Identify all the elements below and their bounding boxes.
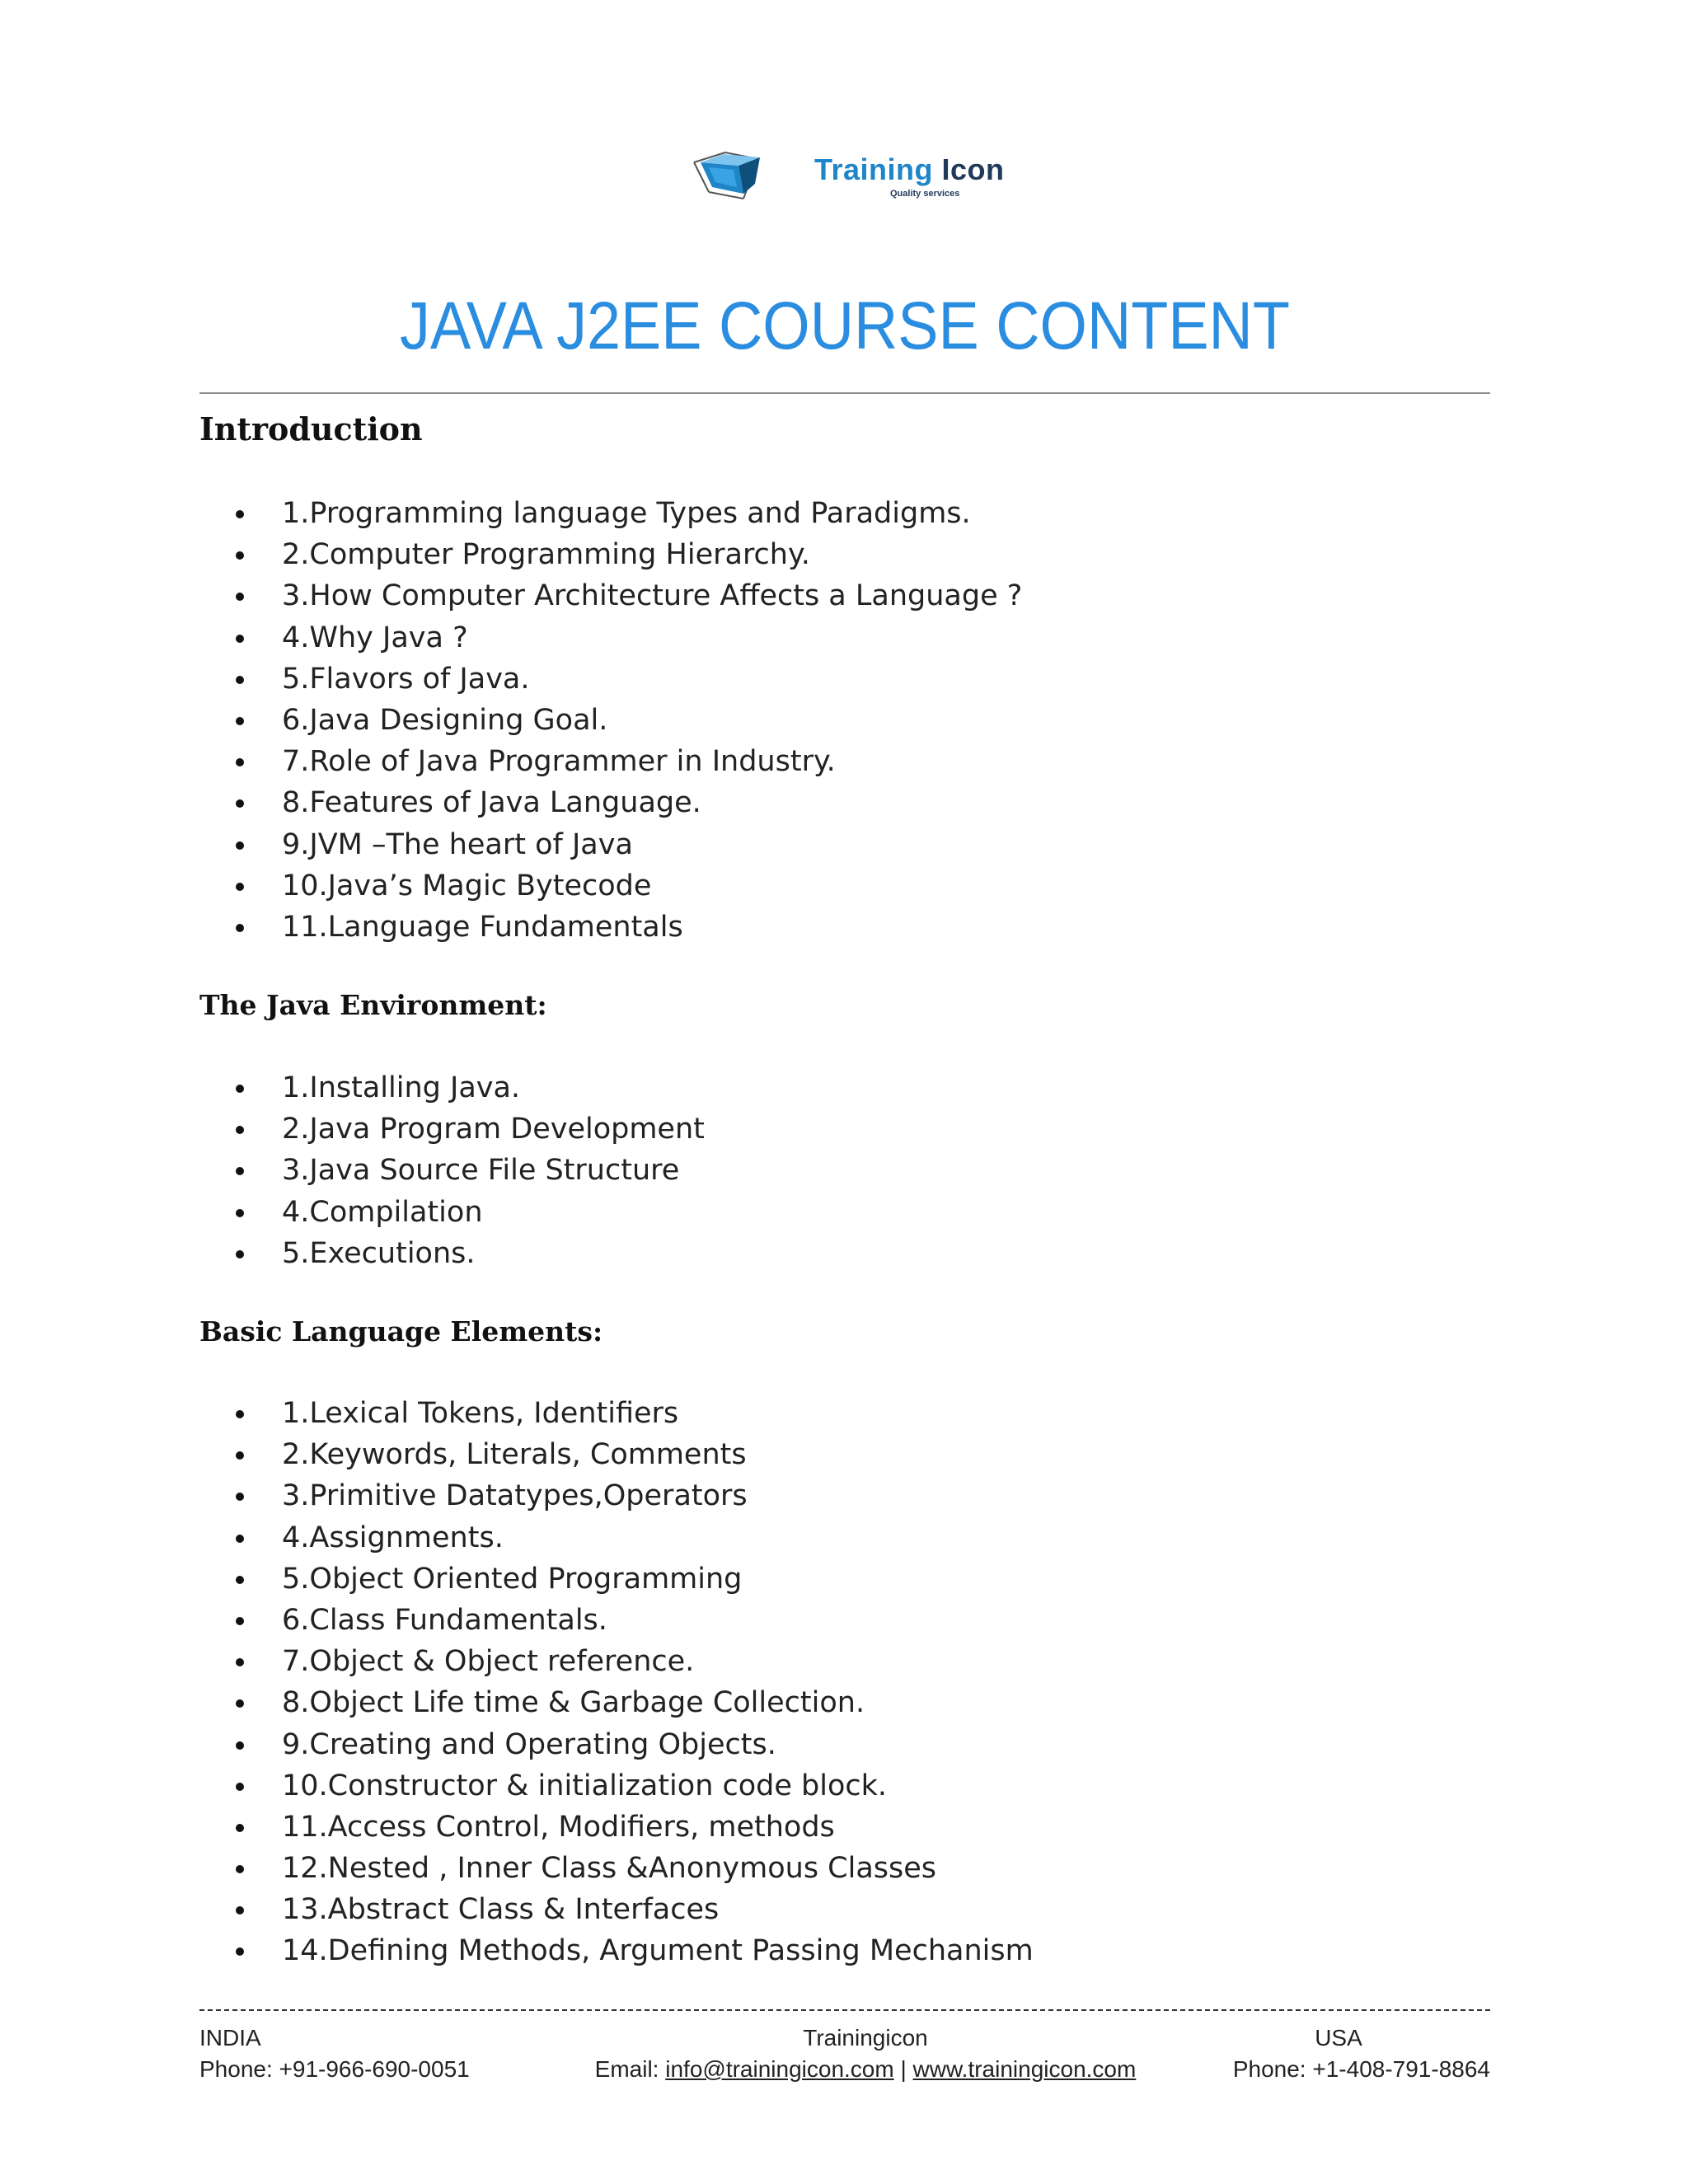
- footer-usa-phone: Phone: +1-408-791-8864: [1232, 2056, 1490, 2082]
- list-item: [199, 534, 1022, 575]
- bullet-icon: [236, 1167, 244, 1175]
- footer-email-link[interactable]: info@trainingicon.com: [665, 2056, 894, 2082]
- list-item: [199, 1930, 1034, 1971]
- bullet-icon: [236, 1576, 244, 1584]
- bullet-icon: [236, 1783, 244, 1791]
- bullet-icon: [236, 1824, 244, 1832]
- bullet-icon: [236, 1741, 244, 1750]
- list-item-text: 9.Creating and Operating Objects.: [282, 1727, 776, 1761]
- list-item: [199, 1600, 1034, 1641]
- list-item: [199, 865, 1022, 907]
- list-item-text: 14.Defining Methods, Argument Passing Mechanism: [282, 1934, 1034, 1968]
- footer-separator: |: [900, 2056, 907, 2082]
- basic-language-elements-list: [199, 1393, 1034, 1972]
- list-item-text: 2.Keywords, Literals, Comments: [282, 1438, 747, 1472]
- list-item-text: 1.Programming language Types and Paradigms.: [282, 497, 971, 530]
- list-item-text: 1.Installing Java.: [282, 1071, 521, 1104]
- bullet-icon: [236, 1947, 244, 1956]
- list-item: [199, 1724, 1034, 1765]
- list-item-text: 3.Java Source File Structure: [282, 1154, 680, 1188]
- list-item: [199, 907, 1022, 948]
- list-item: [199, 1848, 1034, 1889]
- list-item-text: 13.Abstract Class & Interfaces: [282, 1893, 720, 1927]
- bullet-icon: [236, 510, 244, 518]
- list-item-text: 11.Access Control, Modifiers, methods: [282, 1810, 835, 1844]
- bullet-icon: [236, 1535, 244, 1543]
- list-item-text: 2.Java Program Development: [282, 1113, 705, 1146]
- section-heading-java-environment: The Java Environment:: [199, 989, 547, 1021]
- list-item-text: 3.Primitive Datatypes,Operators: [282, 1479, 748, 1513]
- list-item: [199, 824, 1022, 865]
- list-item: [199, 741, 1022, 782]
- list-item-text: 9.JVM –The heart of Java: [282, 827, 633, 861]
- list-item: [199, 575, 1022, 616]
- logo-word-training: Training: [814, 152, 934, 186]
- bullet-icon: [236, 1906, 244, 1915]
- list-item: [199, 1682, 1034, 1723]
- footer-company: [577, 2022, 1154, 2085]
- list-item-text: 10.Java’s Magic Bytecode: [282, 869, 652, 902]
- list-item: [199, 1765, 1034, 1807]
- list-item-text: 8.Features of Java Language.: [282, 786, 701, 820]
- list-item: [199, 700, 1022, 741]
- bullet-icon: [236, 1658, 244, 1666]
- list-item: [199, 1889, 1034, 1930]
- list-item-text: 10.Constructor & initialization code block.: [282, 1769, 888, 1802]
- bullet-icon: [236, 1126, 244, 1134]
- list-item-text: 6.Java Designing Goal.: [282, 703, 608, 737]
- footer-email-label: Email:: [594, 2056, 659, 2082]
- list-item: [199, 782, 1022, 823]
- bullet-icon: [236, 799, 244, 808]
- list-item: [199, 1067, 705, 1108]
- list-item: [199, 493, 1022, 534]
- bullet-icon: [236, 635, 244, 643]
- title-divider: [199, 392, 1490, 394]
- list-item: [199, 1807, 1034, 1848]
- list-item: [199, 617, 1022, 658]
- footer-india-phone: Phone: +91-966-690-0051: [199, 2056, 470, 2082]
- list-item-text: 4.Why Java ?: [282, 621, 468, 654]
- footer-india: [199, 2022, 470, 2085]
- list-item: [199, 1192, 705, 1233]
- list-item-text: 7.Object & Object reference.: [282, 1645, 695, 1679]
- bullet-icon: [236, 1493, 244, 1501]
- list-item-text: 6.Class Fundamentals.: [282, 1603, 607, 1637]
- list-item-text: 7.Role of Java Programmer in Industry.: [282, 745, 836, 779]
- list-item-text: 5.Object Oriented Programming: [282, 1562, 743, 1596]
- footer-india-label: INDIA: [199, 2025, 261, 2050]
- list-item: [199, 1517, 1034, 1558]
- list-item-text: 4.Assignments.: [282, 1521, 504, 1554]
- bullet-icon: [236, 551, 244, 560]
- page-title: JAVA J2EE COURSE CONTENT: [400, 288, 1290, 363]
- list-item: [199, 1233, 705, 1274]
- list-item: [199, 1475, 1034, 1516]
- list-item-text: 3.How Computer Architecture Affects a Language ?: [282, 579, 1023, 613]
- bullet-icon: [236, 1699, 244, 1708]
- footer-company-name: Trainingicon: [803, 2025, 928, 2050]
- list-item-text: 2.Computer Programming Hierarchy.: [282, 538, 810, 572]
- footer-contact-line: [577, 2054, 1154, 2085]
- section-heading-basic-language-elements: Basic Language Elements:: [199, 1315, 603, 1347]
- list-item: [199, 1558, 1034, 1600]
- logo-word-icon: Icon: [941, 152, 1005, 186]
- list-item: [199, 658, 1022, 700]
- java-environment-list: [199, 1067, 705, 1274]
- bullet-icon: [236, 1209, 244, 1217]
- list-item: [199, 1641, 1034, 1682]
- list-item-text: 4.Compilation: [282, 1195, 483, 1229]
- list-item: [199, 1393, 1034, 1434]
- bullet-icon: [236, 1085, 244, 1093]
- introduction-list: [199, 493, 1022, 948]
- footer-usa-label: USA: [1315, 2025, 1362, 2050]
- footer-website-link[interactable]: www.trainingicon.com: [912, 2056, 1137, 2082]
- bullet-icon: [236, 1451, 244, 1460]
- footer-divider: [199, 2009, 1490, 2011]
- bullet-icon: [236, 593, 244, 601]
- list-item: [199, 1108, 705, 1150]
- bullet-icon: [236, 676, 244, 684]
- bullet-icon: [236, 1617, 244, 1625]
- logo-cube-icon: [692, 144, 808, 206]
- list-item: [199, 1150, 705, 1191]
- list-item-text: 8.Object Life time & Garbage Collection.: [282, 1686, 865, 1720]
- list-item-text: 11.Language Fundamentals: [282, 910, 683, 944]
- footer-usa: [1187, 2022, 1490, 2085]
- bullet-icon: [236, 1865, 244, 1873]
- bullet-icon: [236, 717, 244, 725]
- training-icon-logo: [692, 144, 1005, 206]
- list-item-text: 5.Flavors of Java.: [282, 662, 530, 696]
- bullet-icon: [236, 883, 244, 891]
- bullet-icon: [236, 841, 244, 850]
- list-item-text: 1.Lexical Tokens, Identifiers: [282, 1397, 679, 1430]
- logo-tagline: Quality services: [890, 189, 960, 199]
- bullet-icon: [236, 924, 244, 932]
- bullet-icon: [236, 758, 244, 766]
- bullet-icon: [236, 1250, 244, 1258]
- list-item-text: 12.Nested , Inner Class &Anonymous Classes: [282, 1852, 937, 1886]
- bullet-icon: [236, 1410, 244, 1418]
- section-heading-introduction: Introduction: [199, 410, 423, 448]
- list-item: [199, 1434, 1034, 1475]
- list-item-text: 5.Executions.: [282, 1236, 476, 1270]
